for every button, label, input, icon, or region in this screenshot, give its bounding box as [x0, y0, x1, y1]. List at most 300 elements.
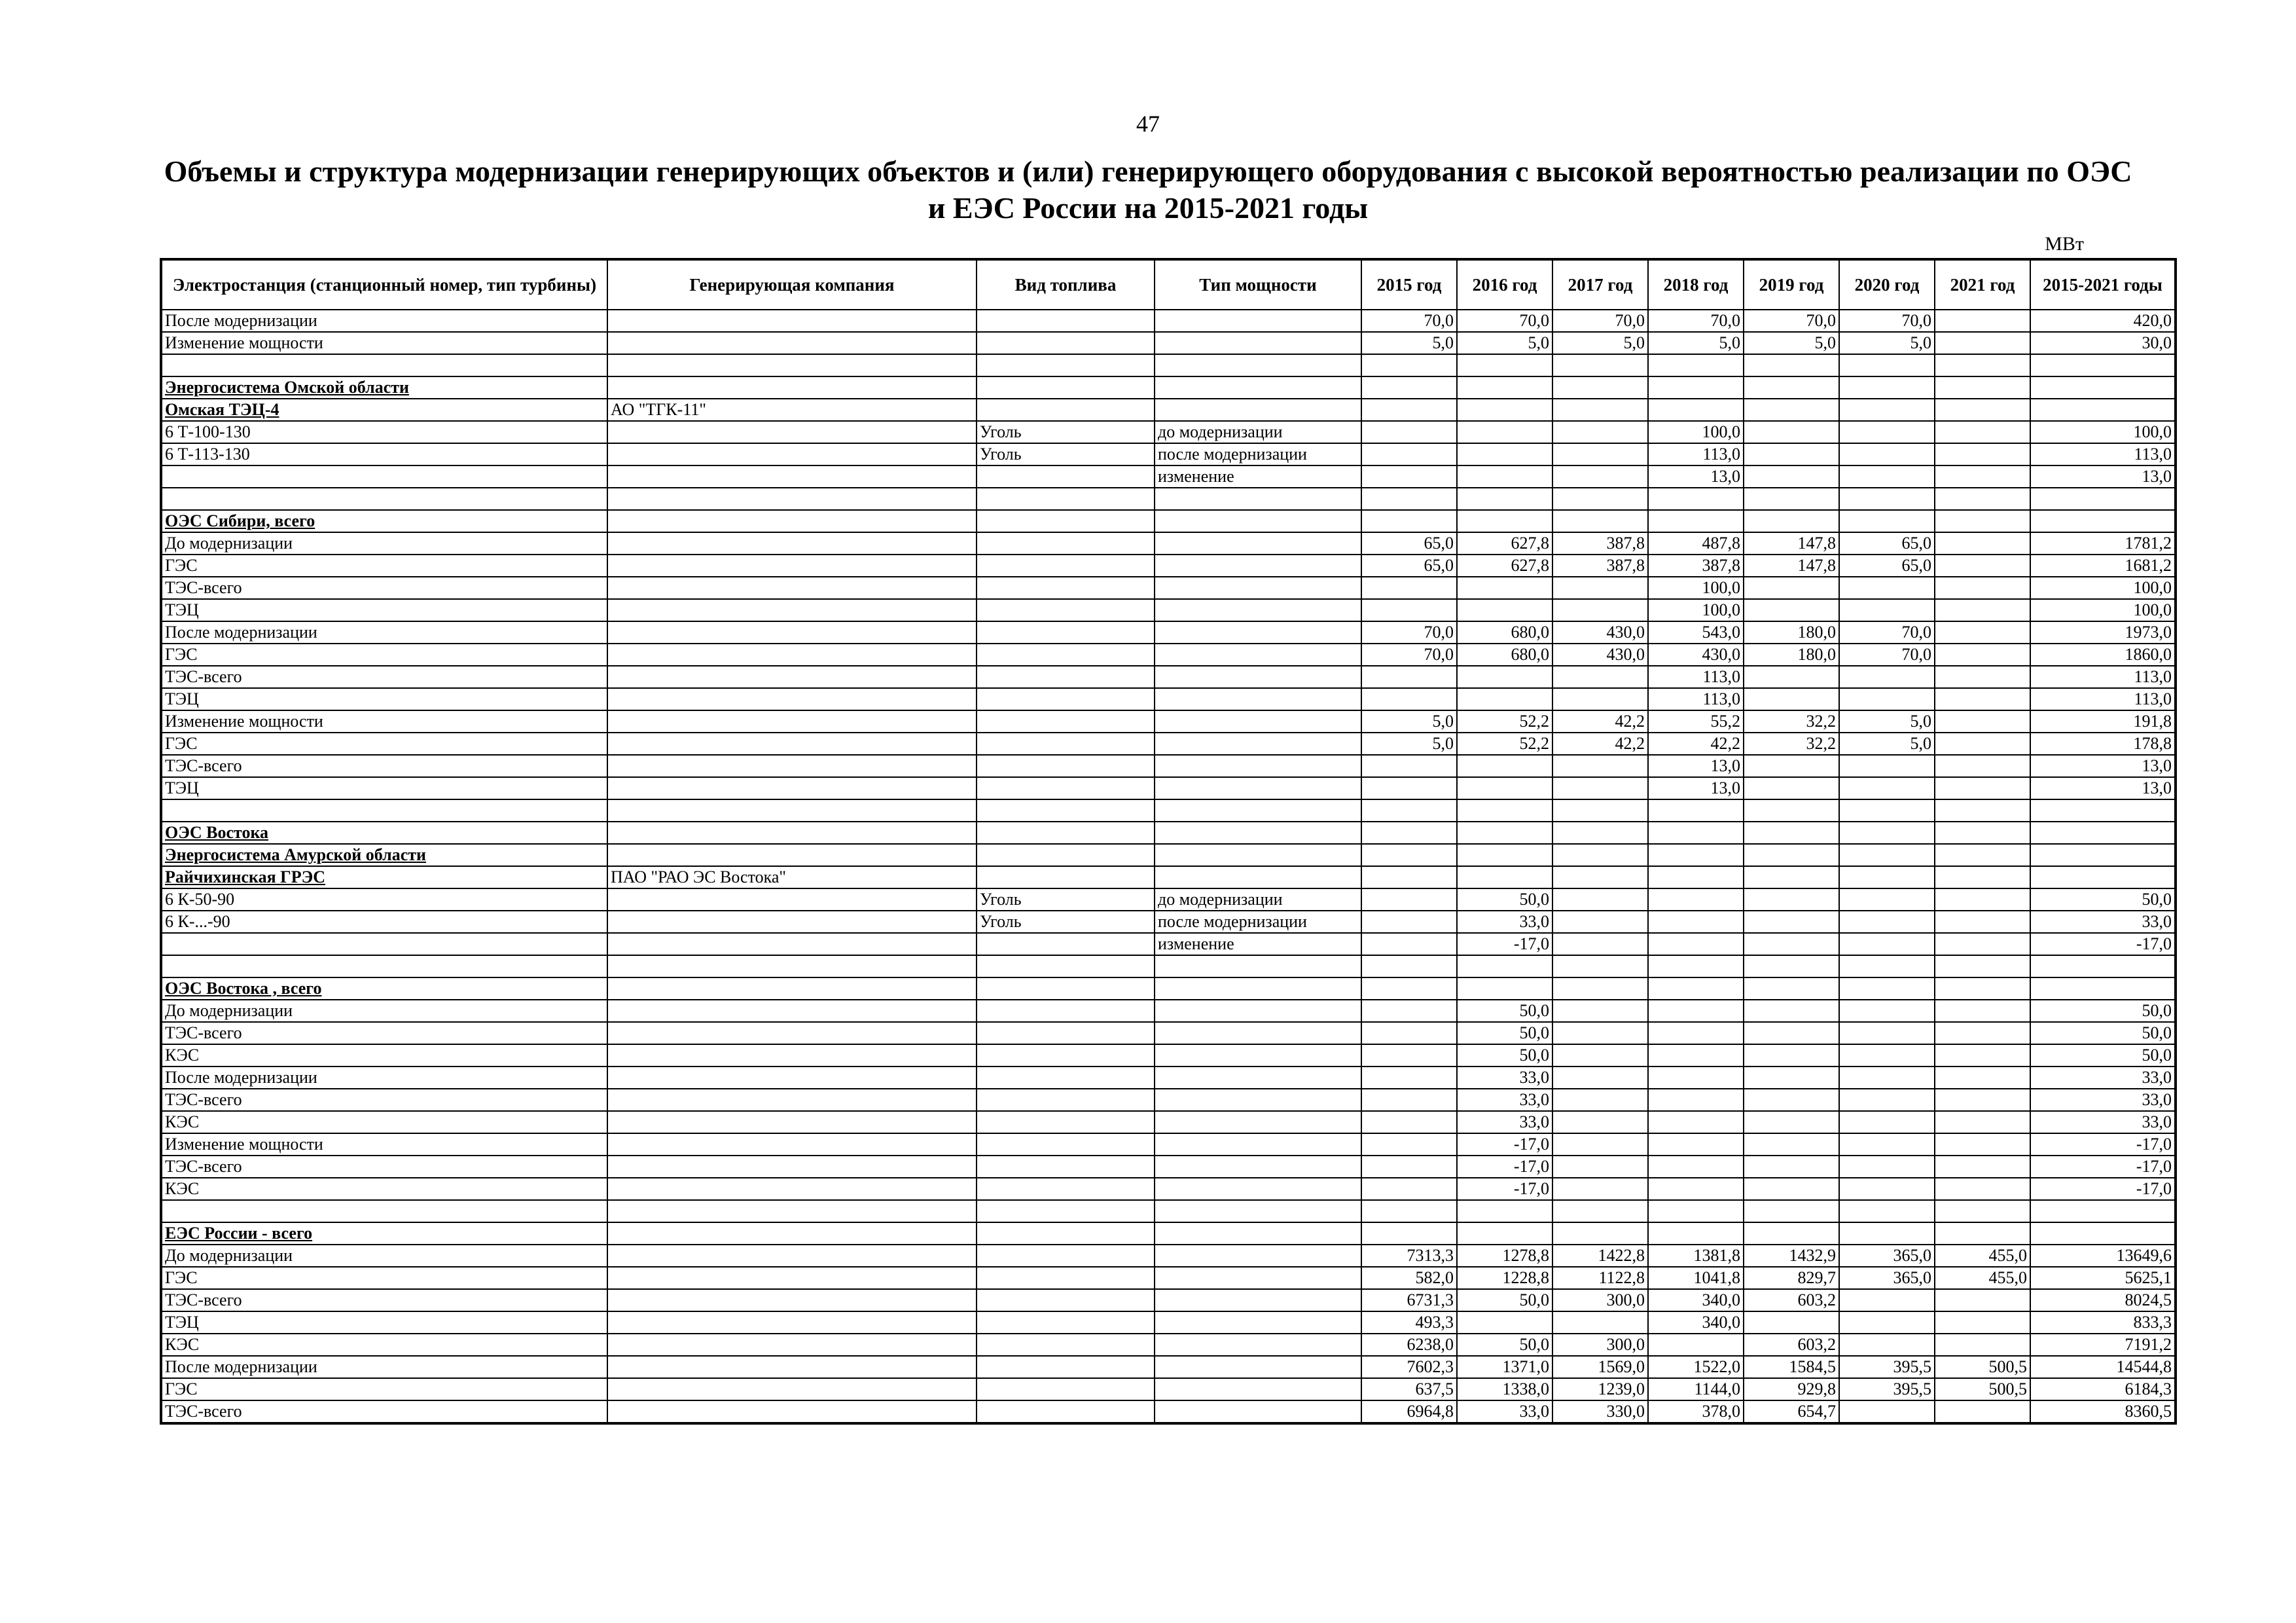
table-cell [607, 1311, 977, 1334]
table-cell: Уголь [977, 888, 1155, 911]
table-cell: 430,0 [1648, 644, 1744, 666]
table-cell [1361, 1133, 1457, 1156]
table-cell: после модернизации [1155, 911, 1361, 933]
table-cell: ОЭС Востока , всего [161, 977, 607, 1000]
table-cell [1552, 1022, 1648, 1044]
table-cell [1744, 510, 1839, 532]
table-cell [1744, 1311, 1839, 1334]
table-cell [1744, 955, 1839, 977]
table-cell: 32,2 [1744, 733, 1839, 755]
table-cell [1935, 1200, 2030, 1222]
table-cell: ГЭС [161, 1267, 607, 1289]
table-cell: Изменение мощности [161, 1133, 607, 1156]
table-row [161, 822, 2176, 844]
table-cell [161, 799, 607, 822]
table-cell [1457, 1222, 1552, 1245]
table-cell: 1584,5 [1744, 1356, 1839, 1378]
table-cell [1457, 688, 1552, 710]
table-cell: 1144,0 [1648, 1378, 1744, 1400]
table-cell [607, 1111, 977, 1133]
table-row [161, 1245, 2176, 1267]
table-cell: 33,0 [2030, 1089, 2176, 1111]
table-cell [1648, 1200, 1744, 1222]
table-cell [1935, 799, 2030, 822]
table-cell [1648, 933, 1744, 955]
table-cell: КЭС [161, 1111, 607, 1133]
table-cell [607, 1044, 977, 1067]
table-cell [1744, 844, 1839, 866]
table-cell [977, 354, 1155, 376]
table-cell [1155, 1067, 1361, 1089]
table-cell [607, 621, 977, 644]
table-cell [1744, 1089, 1839, 1111]
table-cell [1839, 1067, 1935, 1089]
table-cell [1361, 376, 1457, 399]
table-row [161, 733, 2176, 755]
table-cell [1155, 822, 1361, 844]
table-cell [1648, 844, 1744, 866]
table-cell [607, 799, 977, 822]
table-cell [1552, 599, 1648, 621]
table-cell [1744, 911, 1839, 933]
table-cell: 5,0 [1839, 710, 1935, 733]
table-cell: 113,0 [1648, 666, 1744, 688]
table-cell [1935, 1178, 2030, 1200]
table-row [161, 577, 2176, 599]
table-cell [1552, 1133, 1648, 1156]
table-cell: 33,0 [2030, 1111, 2176, 1133]
table-cell: 50,0 [2030, 1044, 2176, 1067]
table-cell [1744, 799, 1839, 822]
table-cell [1839, 510, 1935, 532]
header-cell: 2021 год [1935, 259, 2030, 310]
table-cell: 50,0 [2030, 1022, 2176, 1044]
table-cell [1648, 866, 1744, 888]
table-row [161, 532, 2176, 555]
table-cell [1552, 777, 1648, 799]
table-cell [2030, 376, 2176, 399]
table-cell [1361, 799, 1457, 822]
table-cell [1839, 599, 1935, 621]
table-cell [1935, 977, 2030, 1000]
table-cell [1155, 1267, 1361, 1289]
table-cell [1744, 1156, 1839, 1178]
table-cell [1935, 1334, 2030, 1356]
table-cell [1457, 866, 1552, 888]
table-cell: 8360,5 [2030, 1400, 2176, 1423]
table-cell [1361, 510, 1457, 532]
table-cell: 50,0 [1457, 1044, 1552, 1067]
table-cell [607, 555, 977, 577]
table-cell [1457, 510, 1552, 532]
table-cell [1744, 1133, 1839, 1156]
table-cell [607, 844, 977, 866]
table-cell: 65,0 [1361, 555, 1457, 577]
table-cell [977, 688, 1155, 710]
table-cell: 5,0 [1361, 710, 1457, 733]
table-cell [1744, 977, 1839, 1000]
table-cell: 6184,3 [2030, 1378, 2176, 1400]
table-cell: ТЭЦ [161, 599, 607, 621]
table-cell [1839, 844, 1935, 866]
table-cell: После модернизации [161, 1067, 607, 1089]
table-cell [1552, 1089, 1648, 1111]
table-cell [1935, 888, 2030, 911]
table-cell: 42,2 [1552, 710, 1648, 733]
table-cell [1935, 577, 2030, 599]
table-cell [607, 1178, 977, 1200]
table-cell [977, 777, 1155, 799]
table-cell: 378,0 [1648, 1400, 1744, 1423]
table-cell [977, 755, 1155, 777]
table-cell [1155, 733, 1361, 755]
table-cell: 300,0 [1552, 1289, 1648, 1311]
table-cell: 13,0 [2030, 777, 2176, 799]
table-cell [1552, 1044, 1648, 1067]
table-cell [1648, 822, 1744, 844]
table-cell [1744, 399, 1839, 421]
table-cell: 13,0 [2030, 755, 2176, 777]
table-cell [161, 354, 607, 376]
table-cell: 1338,0 [1457, 1378, 1552, 1400]
table-cell: ТЭС-всего [161, 1156, 607, 1178]
table-cell: 1228,8 [1457, 1267, 1552, 1289]
table-cell [1744, 354, 1839, 376]
table-cell [1155, 621, 1361, 644]
table-cell [1361, 933, 1457, 955]
header-cell: Электростанция (станционный номер, тип турбины) [161, 259, 607, 310]
table-cell [1744, 421, 1839, 443]
unit-label: МВт [2045, 233, 2084, 255]
table-cell [1361, 866, 1457, 888]
table-cell: 365,0 [1839, 1267, 1935, 1289]
table-cell [1648, 888, 1744, 911]
table-cell [607, 599, 977, 621]
table-cell: 395,5 [1839, 1356, 1935, 1378]
table-cell: 70,0 [1839, 644, 1935, 666]
table-cell [1648, 1000, 1744, 1022]
table-cell: ГЭС [161, 555, 607, 577]
table-cell: ПАО "РАО ЭС Востока" [607, 866, 977, 888]
table-cell [1155, 532, 1361, 555]
table-cell [1457, 376, 1552, 399]
table-cell [1552, 421, 1648, 443]
table-cell [977, 1267, 1155, 1289]
table-cell [1361, 599, 1457, 621]
table-cell [1935, 376, 2030, 399]
table-cell [161, 1200, 607, 1222]
table-cell [1361, 977, 1457, 1000]
table-cell [2030, 822, 2176, 844]
table-cell [977, 1111, 1155, 1133]
table-cell: 50,0 [2030, 1000, 2176, 1022]
table-cell [1648, 1222, 1744, 1245]
table-cell [1457, 955, 1552, 977]
table-row [161, 1222, 2176, 1245]
table-row [161, 1133, 2176, 1156]
table-cell [1935, 532, 2030, 555]
table-cell: 70,0 [1361, 621, 1457, 644]
table-cell [1552, 844, 1648, 866]
table-cell [1935, 1089, 2030, 1111]
table-cell [977, 1133, 1155, 1156]
table-cell [1744, 376, 1839, 399]
table-cell [1839, 1111, 1935, 1133]
table-cell: 50,0 [1457, 1334, 1552, 1356]
table-cell [1552, 755, 1648, 777]
table-cell [977, 977, 1155, 1000]
table-cell [1361, 443, 1457, 465]
table-cell [1552, 933, 1648, 955]
table-cell: После модернизации [161, 310, 607, 332]
table-cell [607, 777, 977, 799]
table-cell: 113,0 [2030, 688, 2176, 710]
table-cell [1935, 688, 2030, 710]
table-cell [1935, 599, 2030, 621]
header-cell: 2015-2021 годы [2030, 259, 2176, 310]
table-cell [1155, 1089, 1361, 1111]
table-cell [1155, 1378, 1361, 1400]
table-cell [1839, 911, 1935, 933]
table-cell [1648, 1067, 1744, 1089]
table-cell [1361, 1022, 1457, 1044]
table-cell: 387,8 [1552, 532, 1648, 555]
table-row [161, 332, 2176, 354]
table-cell [1839, 421, 1935, 443]
table-cell [607, 1000, 977, 1022]
table-cell [977, 822, 1155, 844]
table-cell [1935, 1111, 2030, 1133]
table-cell: 1381,8 [1648, 1245, 1744, 1267]
table-cell: 50,0 [1457, 888, 1552, 911]
table-cell [1839, 354, 1935, 376]
table-cell [1155, 710, 1361, 733]
table-cell: -17,0 [2030, 1156, 2176, 1178]
table-cell [1839, 955, 1935, 977]
table-cell: 582,0 [1361, 1267, 1457, 1289]
table-cell [1552, 688, 1648, 710]
table-cell [607, 1245, 977, 1267]
table-cell [1457, 488, 1552, 510]
table-cell: 70,0 [1457, 310, 1552, 332]
table-cell: 500,5 [1935, 1378, 2030, 1400]
table-cell [1361, 1111, 1457, 1133]
table-cell: -17,0 [2030, 1133, 2176, 1156]
table-cell [1155, 777, 1361, 799]
title-line-1: Объемы и структура модернизации генерирующих объектов и (или) генерирующего оборудования с высокой вероятностью реализации по ОЭС [164, 155, 2132, 188]
table-cell [607, 1378, 977, 1400]
table-cell [1935, 755, 2030, 777]
table-cell: 65,0 [1839, 532, 1935, 555]
table-cell [607, 332, 977, 354]
table-row [161, 465, 2176, 488]
table-cell [1648, 955, 1744, 977]
table-cell: 654,7 [1744, 1400, 1839, 1423]
table-cell [1935, 1133, 2030, 1156]
table-cell [1935, 1022, 2030, 1044]
table-cell [1457, 755, 1552, 777]
table-cell: 5,0 [1839, 733, 1935, 755]
table-cell: до модернизации [1155, 421, 1361, 443]
table-cell [1744, 577, 1839, 599]
table-cell [1839, 977, 1935, 1000]
table-cell [1361, 1156, 1457, 1178]
table-cell [607, 644, 977, 666]
table-cell [1552, 1000, 1648, 1022]
table-cell: 1522,0 [1648, 1356, 1744, 1378]
table-cell [1155, 1400, 1361, 1423]
table-cell [1552, 977, 1648, 1000]
table-cell [977, 376, 1155, 399]
table-cell [161, 488, 607, 510]
page-title [131, 153, 2165, 227]
table-cell [977, 1289, 1155, 1311]
table-cell [1935, 310, 2030, 332]
table-cell [607, 933, 977, 955]
table-cell: 13,0 [1648, 755, 1744, 777]
table-cell [977, 1311, 1155, 1334]
table-cell: 929,8 [1744, 1378, 1839, 1400]
table-cell: 5,0 [1552, 332, 1648, 354]
table-cell [977, 555, 1155, 577]
table-row [161, 933, 2176, 955]
table-cell [1935, 644, 2030, 666]
table-cell [1839, 1400, 1935, 1423]
table-cell [1552, 955, 1648, 977]
table-cell [1648, 799, 1744, 822]
table-cell [1361, 777, 1457, 799]
table-row [161, 799, 2176, 822]
table-cell: 1432,9 [1744, 1245, 1839, 1267]
table-cell [1839, 1334, 1935, 1356]
table-cell: 340,0 [1648, 1311, 1744, 1334]
table-row [161, 310, 2176, 332]
table-cell [1457, 666, 1552, 688]
table-cell [1648, 911, 1744, 933]
table-cell [1155, 977, 1361, 1000]
table-cell [1155, 644, 1361, 666]
table-cell: 52,2 [1457, 710, 1552, 733]
table-cell: Уголь [977, 911, 1155, 933]
table-row [161, 1178, 2176, 1200]
table-cell: ГЭС [161, 733, 607, 755]
table-cell: До модернизации [161, 1245, 607, 1267]
table-cell [1648, 1133, 1744, 1156]
table-cell [1552, 1111, 1648, 1133]
table-cell [607, 532, 977, 555]
table-cell: 70,0 [1361, 310, 1457, 332]
table-cell [1155, 666, 1361, 688]
table-cell [977, 866, 1155, 888]
table-cell [607, 1089, 977, 1111]
table-cell [1457, 844, 1552, 866]
table-cell [977, 488, 1155, 510]
table-cell: До модернизации [161, 532, 607, 555]
table-row [161, 1111, 2176, 1133]
table-cell [1155, 488, 1361, 510]
table-cell [1935, 555, 2030, 577]
table-cell [977, 332, 1155, 354]
table-cell [1552, 443, 1648, 465]
table-row [161, 777, 2176, 799]
table-row [161, 1378, 2176, 1400]
table-cell: до модернизации [1155, 888, 1361, 911]
table-cell [1361, 1067, 1457, 1089]
table-cell [1155, 1356, 1361, 1378]
table-cell: 500,5 [1935, 1356, 2030, 1378]
table-cell [977, 955, 1155, 977]
table-row [161, 1267, 2176, 1289]
table-cell [977, 1356, 1155, 1378]
table-cell: 70,0 [1839, 310, 1935, 332]
table-row [161, 977, 2176, 1000]
table-cell [1648, 1089, 1744, 1111]
table-cell: 627,8 [1457, 555, 1552, 577]
table-cell: -17,0 [2030, 1178, 2176, 1200]
table-row [161, 666, 2176, 688]
table-cell: 30,0 [2030, 332, 2176, 354]
table-cell: 14544,8 [2030, 1356, 2176, 1378]
table-cell [1935, 710, 2030, 733]
table-cell [1839, 1200, 1935, 1222]
table-cell [1155, 1334, 1361, 1356]
table-cell [1935, 933, 2030, 955]
table-cell: 1781,2 [2030, 532, 2176, 555]
table-cell: 340,0 [1648, 1289, 1744, 1311]
table-cell [1457, 799, 1552, 822]
table-cell [607, 488, 977, 510]
table-cell: 6238,0 [1361, 1334, 1457, 1356]
table-cell: 13,0 [2030, 465, 2176, 488]
table-cell: 420,0 [2030, 310, 2176, 332]
table-cell [1935, 822, 2030, 844]
table-cell [1361, 911, 1457, 933]
table-cell [1155, 376, 1361, 399]
table-cell: 5,0 [1744, 332, 1839, 354]
table-cell [1155, 688, 1361, 710]
table-cell [977, 1378, 1155, 1400]
table-cell [977, 465, 1155, 488]
table-cell [1839, 1156, 1935, 1178]
table-cell [1648, 1111, 1744, 1133]
table-cell [1935, 510, 2030, 532]
table-cell: 5,0 [1648, 332, 1744, 354]
table-cell [607, 1267, 977, 1289]
table-cell: ТЭС-всего [161, 577, 607, 599]
table-cell [1361, 1222, 1457, 1245]
table-cell: 100,0 [2030, 599, 2176, 621]
table-cell [1648, 1022, 1744, 1044]
table-cell [607, 443, 977, 465]
table-cell [2030, 399, 2176, 421]
table-cell [977, 710, 1155, 733]
table-cell [1935, 844, 2030, 866]
table-cell [607, 376, 977, 399]
table-cell [1648, 488, 1744, 510]
table-cell [1155, 1245, 1361, 1267]
table-cell: 113,0 [2030, 443, 2176, 465]
table-cell [1648, 977, 1744, 1000]
table-cell [1935, 621, 2030, 644]
table-cell [1457, 399, 1552, 421]
table-cell [607, 911, 977, 933]
table-cell [1155, 1222, 1361, 1245]
table-cell [607, 1289, 977, 1311]
table-cell [1552, 1156, 1648, 1178]
table-cell [977, 1022, 1155, 1044]
table-cell [1839, 1022, 1935, 1044]
table-cell [1361, 822, 1457, 844]
